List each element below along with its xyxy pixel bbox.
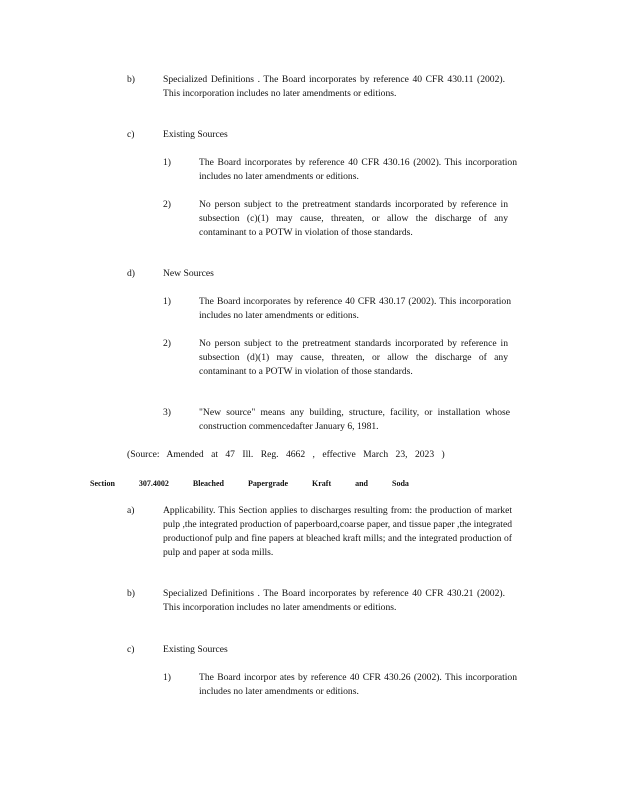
item-label: a) — [127, 505, 135, 516]
paragraph-specialized-definitions: Specialized Definitions . The Board incorporates by reference 40 CFR 430.11 (2002). This incorporation includes no later amendments or editions. — [163, 74, 505, 99]
section-number: 307.4002 — [138, 479, 169, 488]
subheading-existing-sources-2: Existing Sources — [163, 644, 228, 655]
subitem-label: 3) — [163, 407, 171, 418]
section-title-word: Bleached — [192, 479, 224, 488]
section-title-word: Papergrade — [248, 479, 288, 488]
paragraph-new-incorporation: The Board incorporates by reference 40 CFR 430.17 (2002). This incorporation includes no later amendments or editions. — [199, 296, 511, 321]
section-title-word: Soda — [392, 479, 409, 488]
paragraph-specialized-definitions-2: Specialized Definitions . The Board incorporates by reference 40 CFR 430.21 (2002). This incorporation includes no later amendments or editions. — [163, 588, 505, 613]
item-label: d) — [127, 268, 135, 279]
subheading-new-sources: New Sources — [163, 268, 214, 279]
section-heading — [90, 478, 431, 490]
source-note: (Source: Amended at 47 Ill. Reg. 4662 , effective March 23, 2023 ) — [127, 449, 445, 460]
section-title-word: and — [355, 479, 369, 488]
subheading-existing-sources: Existing Sources — [163, 129, 228, 140]
paragraph-new-prohibition: No person subject to the pretreatment standards incorporated by reference in subsection (d)(1) may cause, threaten, or allow the discharge of any contaminant to a POTW in violation of those standards. — [199, 338, 508, 377]
item-label: b) — [127, 74, 135, 85]
subitem-label: 2) — [163, 338, 171, 349]
paragraph-existing-incorporation-2: The Board incorpor ates by reference 40 CFR 430.26 (2002). This incorporation includes no later amendments or editions. — [199, 672, 517, 697]
item-label: c) — [127, 644, 135, 655]
section-word: Section — [90, 479, 115, 488]
subitem-label: 1) — [163, 296, 171, 307]
paragraph-applicability: Applicability. This Section applies to discharges resulting from: the production of market pulp ,the integrated production of paperboard,coarse paper, and tissue paper ,the integrated productionof pulp and fine papers at bleached kraft mills; and the integrated production of pulp and paper at soda mills. — [163, 505, 512, 558]
subitem-label: 2) — [163, 199, 171, 210]
subitem-label: 1) — [163, 157, 171, 168]
paragraph-existing-prohibition: No person subject to the pretreatment standards incorporated by reference in subsection (c)(1) may cause, threaten, or allow the discharge of any contaminant to a POTW in violation of those standards. — [199, 199, 508, 238]
item-label: c) — [127, 129, 135, 140]
subitem-label: 1) — [163, 672, 171, 683]
paragraph-existing-incorporation: The Board incorporates by reference 40 CFR 430.16 (2002). This incorporation includes no later amendments or editions. — [199, 157, 517, 182]
section-title-word: Kraft — [312, 479, 332, 488]
item-label: b) — [127, 588, 135, 599]
paragraph-new-source-definition: "New source" means any building, structure, facility, or installation whose construction commencedafter January 6, 1981. — [199, 407, 510, 432]
